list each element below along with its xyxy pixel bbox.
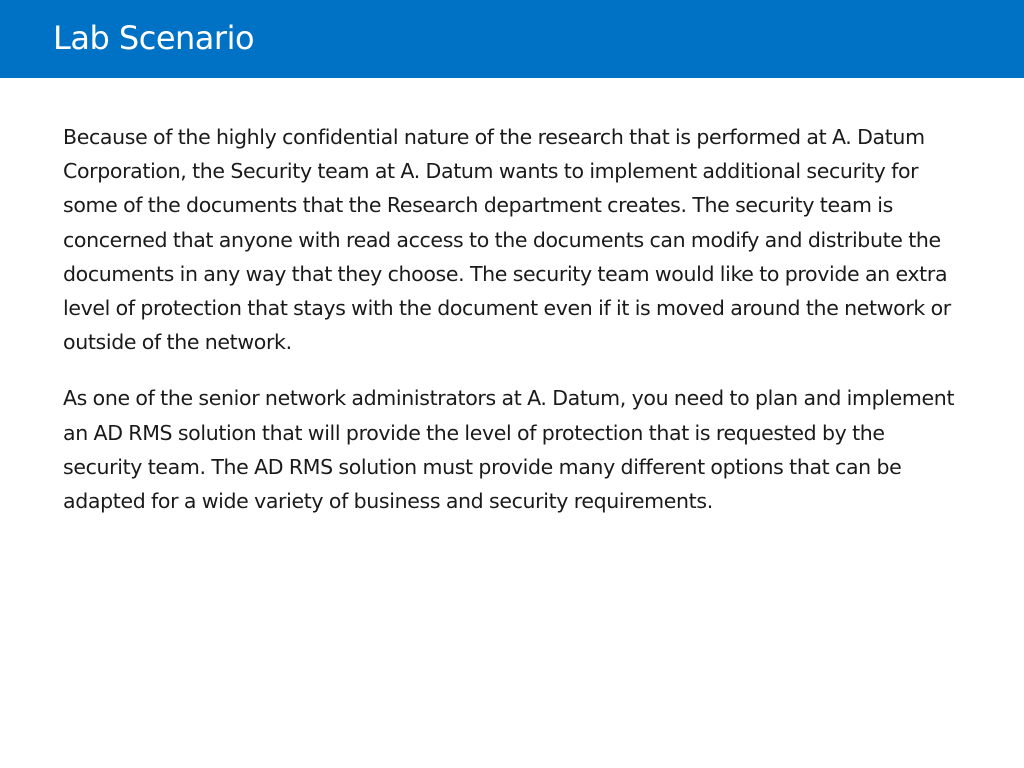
slide-body bbox=[63, 120, 963, 540]
title-bar bbox=[0, 0, 1024, 78]
slide-title: Lab Scenario bbox=[53, 19, 255, 57]
body-paragraph-2: As one of the senior network administrators at A. Datum, you need to plan and implement an AD RMS solution that will provide the level of protection that is requested by the security team. The AD RMS solution must provide many different options that can be adapted for a wide variety of business and security requirements. bbox=[63, 386, 955, 514]
body-paragraph-1: Because of the highly confidential nature of the research that is performed at A. Datum Corporation, the Security team at A. Datum wants to implement additional security for some of the documents that the Research department creates. The security team is concerned that anyone with read access to the documents can modify and distribute the documents in any way that they choose. The security team would like to provide an extra level of protection that stays with the document even if it is moved around the network or outside of the network. bbox=[63, 125, 951, 355]
